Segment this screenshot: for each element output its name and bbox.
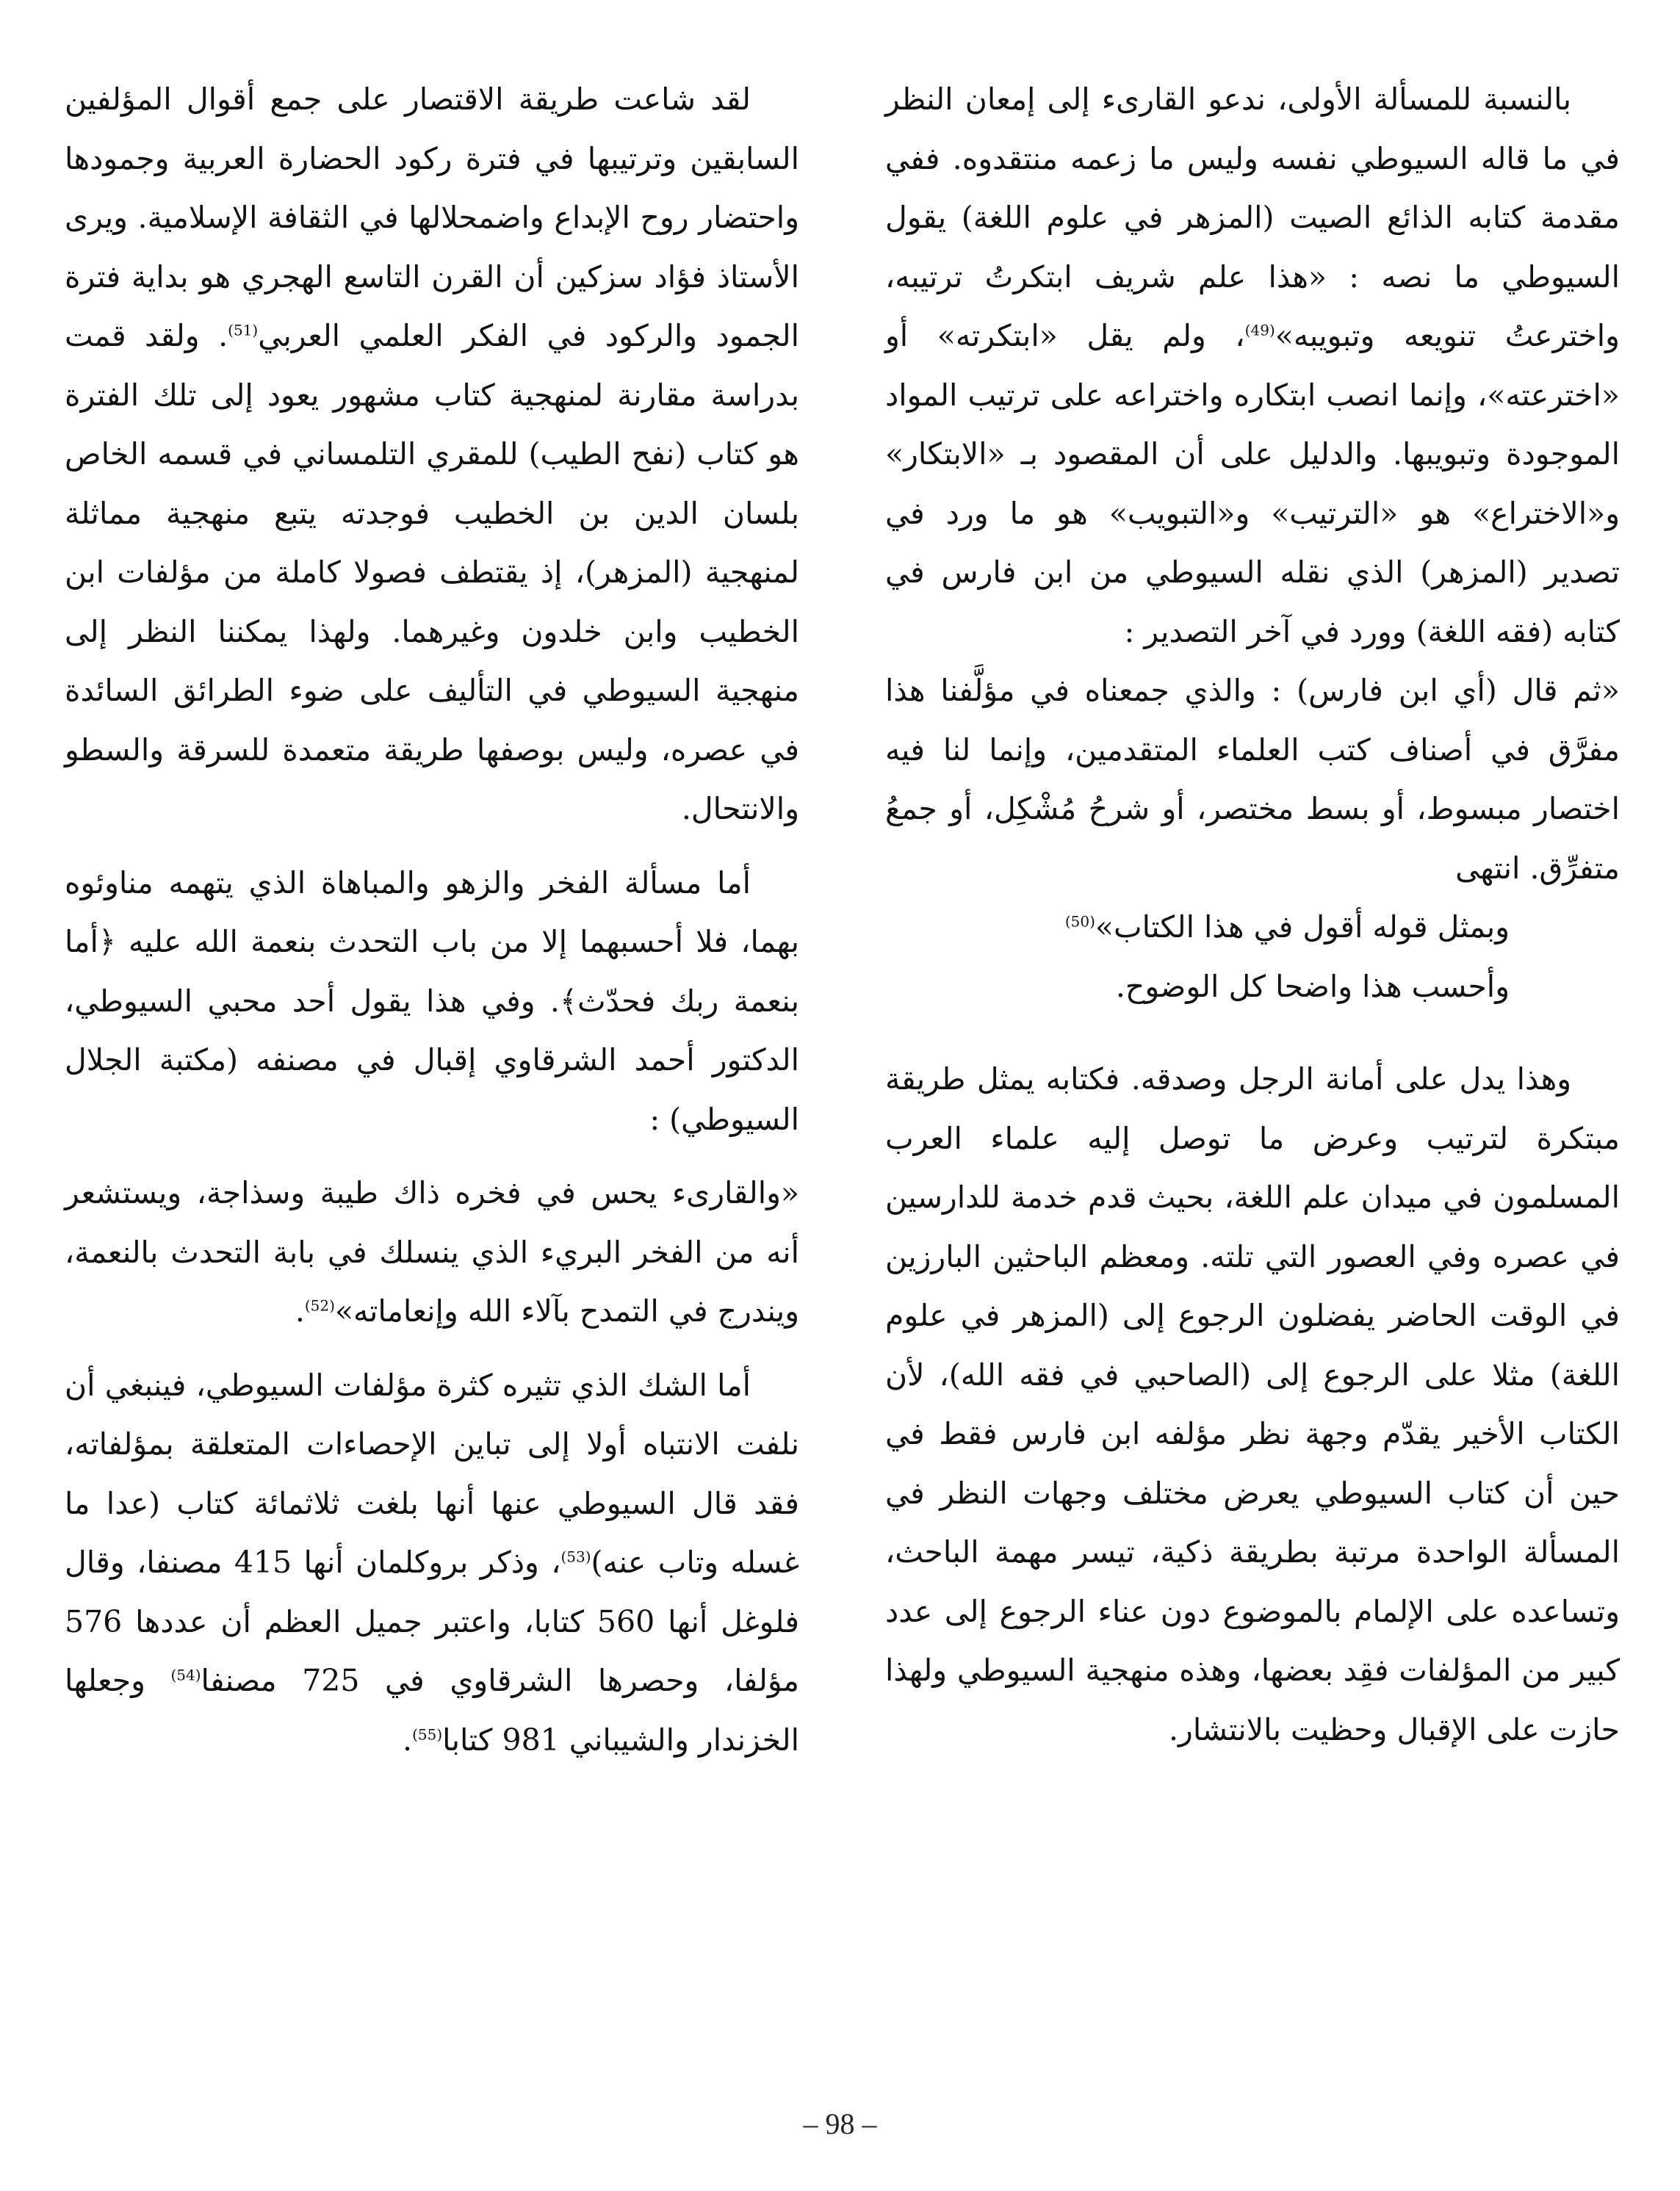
text-run: «والقارىء يحس في فخره ذاك طيبة وسذاجة، ويستشعر أنه من الفخر البريء الذي ينسلك في بابة التحدث بالنعمة، ويندرج في التمدح بآلاء الله وإنعاماته» (65, 1175, 799, 1329)
text-run: ، ولم يقل «ابتكرته» أو «اخترعته»، وإنما انصب ابتكاره واختراعه على ترتيب المواد الموجودة وتبويبها. والدليل على أن المقصود بـ «الابتكار» و«الاختراع» هو «الترتيب» و«التبويب» هو ما ورد في تصدير (المزهر) الذي نقله السيوطي من ابن فارس في كتابه (فقه اللغة) وورد في آخر التصدير : (885, 318, 1620, 649)
right-column (885, 70, 1620, 1759)
text-run: ، وذكر بروكلمان أنها 415 مصنفا، وقال فلوغل أنها 560 كتابا، واعتبر جميل العظم أن عددها 576 مؤلفا، وحصرها الشرقاوي في 725 مصنفا (65, 1545, 800, 1698)
quote-line (885, 898, 1620, 957)
footnote-ref: (55) (412, 1725, 443, 1743)
footnote-ref: (50) (1064, 912, 1095, 931)
text-run: . ولقد قمت بدراسة مقارنة لمنهجية كتاب مشهور يعود إلى تلك الفترة هو كتاب (نفح الطيب) للمقري التلمساني في قسمه الخاص بلسان الدين بن الخطيب فوجدته يتبع منهجية مماثلة لمنهجية (المزهر)، إذ يقتطف فصولا كاملة من مؤلفات ابن الخطيب وابن خلدون وغيرهما. ولهذا يمكننا النظر إلى منهجية السيوطي في التأليف على ضوء الطرائق السائدة في عصره، وليس بوصفها طريقة متعمدة للسرقة والسطو والانتحال. (65, 318, 799, 826)
footnote-ref: (53) (560, 1548, 591, 1566)
quote-ibn-faris (885, 661, 1620, 1016)
page-number: – 98 – (803, 2107, 877, 2140)
footnote-ref: (51) (228, 321, 259, 339)
left-column (65, 70, 799, 1769)
left-paragraph-1 (65, 70, 799, 839)
left-paragraph-2: أما مسألة الفخر والزهو والمباهاة الذي يتهمه مناوئوه بهما، فلا أحسبهما إلا من باب التحدث بنعمة الله عليه ﴿أما بنعمة ربك فحدّث﴾. وفي هذا يقول أحد محبي السيوطي، الدكتور أحمد الشرقاوي إقبال في مصنفه (مكتبة الجلال السيوطي) : (65, 865, 799, 1137)
right-paragraph-1 (885, 70, 1620, 661)
text-run: لقد شاعت طريقة الاقتصار على جمع أقوال المؤلفين السابقين وترتيبها في فترة ركود الحضارة العربية وجمودها واحتضار روح الإبداع واضمحلالها في الثقافة الإسلامية. ويرى الأستاذ فؤاد سزكين أن القرن التاسع الهجري هو بداية فترة الجمود والركود في الفكر العلمي العربي (65, 82, 800, 353)
text-run: وجعلها الخزندار والشيباني 981 كتابا (65, 1663, 799, 1758)
text-run: بالنسبة للمسألة الأولى، ندعو القارىء إلى إمعان النظر في ما قاله السيوطي نفسه وليس ما زعمه منتقدوه. ففي مقدمة كتابه الذائع الصيت (المزهر في علوم اللغة) يقول السيوطي ما نصه : «هذا علم شريف ابتكرتُ ترتيبه، واخترعتُ تنويعه وتبويبه» (885, 82, 1620, 353)
quote-sharqawi (65, 1163, 799, 1341)
footnote-ref: (54) (170, 1666, 201, 1684)
quote-closing-line: وأحسب هذا واضحا كل الوضوح. (1115, 968, 1510, 1004)
right-paragraph-2: وهذا يدل على أمانة الرجل وصدقه. فكتابه يمثل طريقة مبتكرة لترتيب وعرض ما توصل إليه علماء العرب المسلمون في ميدان علم اللغة، بحيث قدم خدمة للدارسين في عصره وفي العصور التي تلته. ومعظم الباحثين البارزين في الوقت الحاضر يفضلون الرجوع إلى (المزهر في علوم اللغة) مثلا على الرجوع إلى (الصاحبي في فقه الله)، لأن الكتاب الأخير يقدّم وجهة نظر مؤلفه ابن فارس فقط في حين أن كتاب السيوطي يعرض مختلف وجهات النظر في المسألة الواحدة مرتبة بطريقة ذكية، تيسر مهمة الباحث، وتساعده على الإلمام بالموضوع دون عناء الرجوع إلى عدد كبير من المؤلفات فقِد بعضها، وهذه منهجية السيوطي ولهذا حازت على الإقبال وحظيت بالانتشار. (885, 1061, 1620, 1747)
quote-text: «ثم قال (أي ابن فارس) : والذي جمعناه في مؤلَّفنا هذا مفرَّق في أصناف كتب العلماء المتقدمين، وإنما لنا فيه اختصار مبسوط، أو بسط مختصر، أو شرحُ مُشْكِل، أو جمعُ متفرِّق. انتهى (885, 673, 1620, 886)
footnote-ref: (49) (1244, 321, 1275, 339)
text-run: أما الشك الذي تثيره كثرة مؤلفات السيوطي، فينبغي أن نلفت الانتباه أولا إلى تباين الإحصاءات المتعلقة بمؤلفاته، فقد قال السيوطي عنها أنها بلغت ثلاثمائة كتاب (عدا ما غسله وتاب عنه) (65, 1367, 799, 1580)
text-run: وبمثل قوله أقول في هذا الكتاب» (1095, 909, 1510, 945)
footnote-ref: (52) (304, 1296, 335, 1315)
left-paragraph-3 (65, 1356, 799, 1770)
text-run: . (403, 1722, 413, 1758)
text-run: . (295, 1293, 305, 1329)
